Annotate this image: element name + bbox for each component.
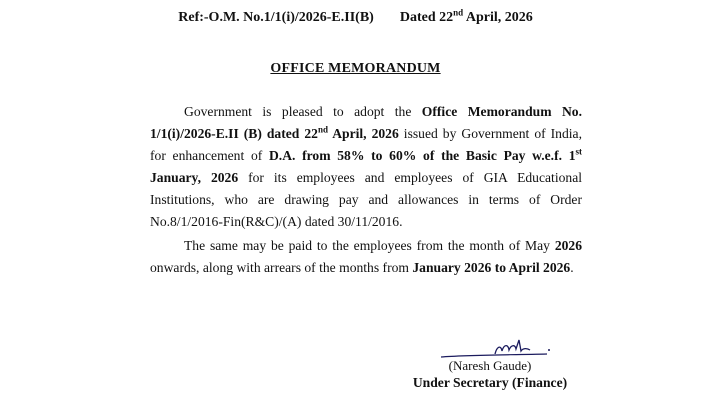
dated-suffix: April, 2026 <box>463 10 533 25</box>
paragraph-1 <box>150 101 582 233</box>
signatory-designation: Under Secretary (Finance) <box>412 375 568 390</box>
p1-bold-4: January, 2026 <box>150 170 239 185</box>
p1-sup-2: st <box>575 146 582 157</box>
handwritten-signature <box>435 336 555 362</box>
p2-text-3: . <box>570 260 574 275</box>
signature-block <box>405 340 575 391</box>
p2-text-1: The same may be paid to the employees from the month of May <box>184 238 555 253</box>
p2-text-2: onwards, along with arrears of the months from <box>150 260 413 275</box>
p1-bold-3: D.A. from 58% to 60% of the Basic Pay w.e.f. 1 <box>268 148 576 163</box>
p1-text-3: for its employees and employees of GIA Educational Institutions, who are drawing pay and allowances in terms of Order No.8/1/2016-Fin(R&C)/(A) dated 30/11/2016. <box>150 170 583 229</box>
p1-sup-1: nd <box>317 124 328 135</box>
dated-prefix: Dated 22 <box>399 10 454 25</box>
p2-bold-1: 2026 <box>554 238 582 253</box>
p1-text-2: issued by Government of India, for enhancement of <box>150 126 582 163</box>
memo-title: OFFICE MEMORANDUM <box>270 61 441 76</box>
dated-sup: nd <box>453 7 464 18</box>
p1-bold-1: Office Memorandum No. 1/1(i)/2026-E.II (B) dated 22 <box>150 104 582 141</box>
p1-text-1: Government is pleased to adopt the <box>184 104 422 119</box>
signatory-name: (Naresh Gaude) <box>448 358 532 373</box>
paragraph-2 <box>150 235 582 279</box>
om-reference: Ref:-O.M. No.1/1(i)/2026-E.II(B) <box>178 10 374 25</box>
p1-bold-2: April, 2026 <box>327 126 399 141</box>
reference-line <box>0 7 711 26</box>
p2-bold-2: January 2026 to April 2026 <box>412 260 571 275</box>
